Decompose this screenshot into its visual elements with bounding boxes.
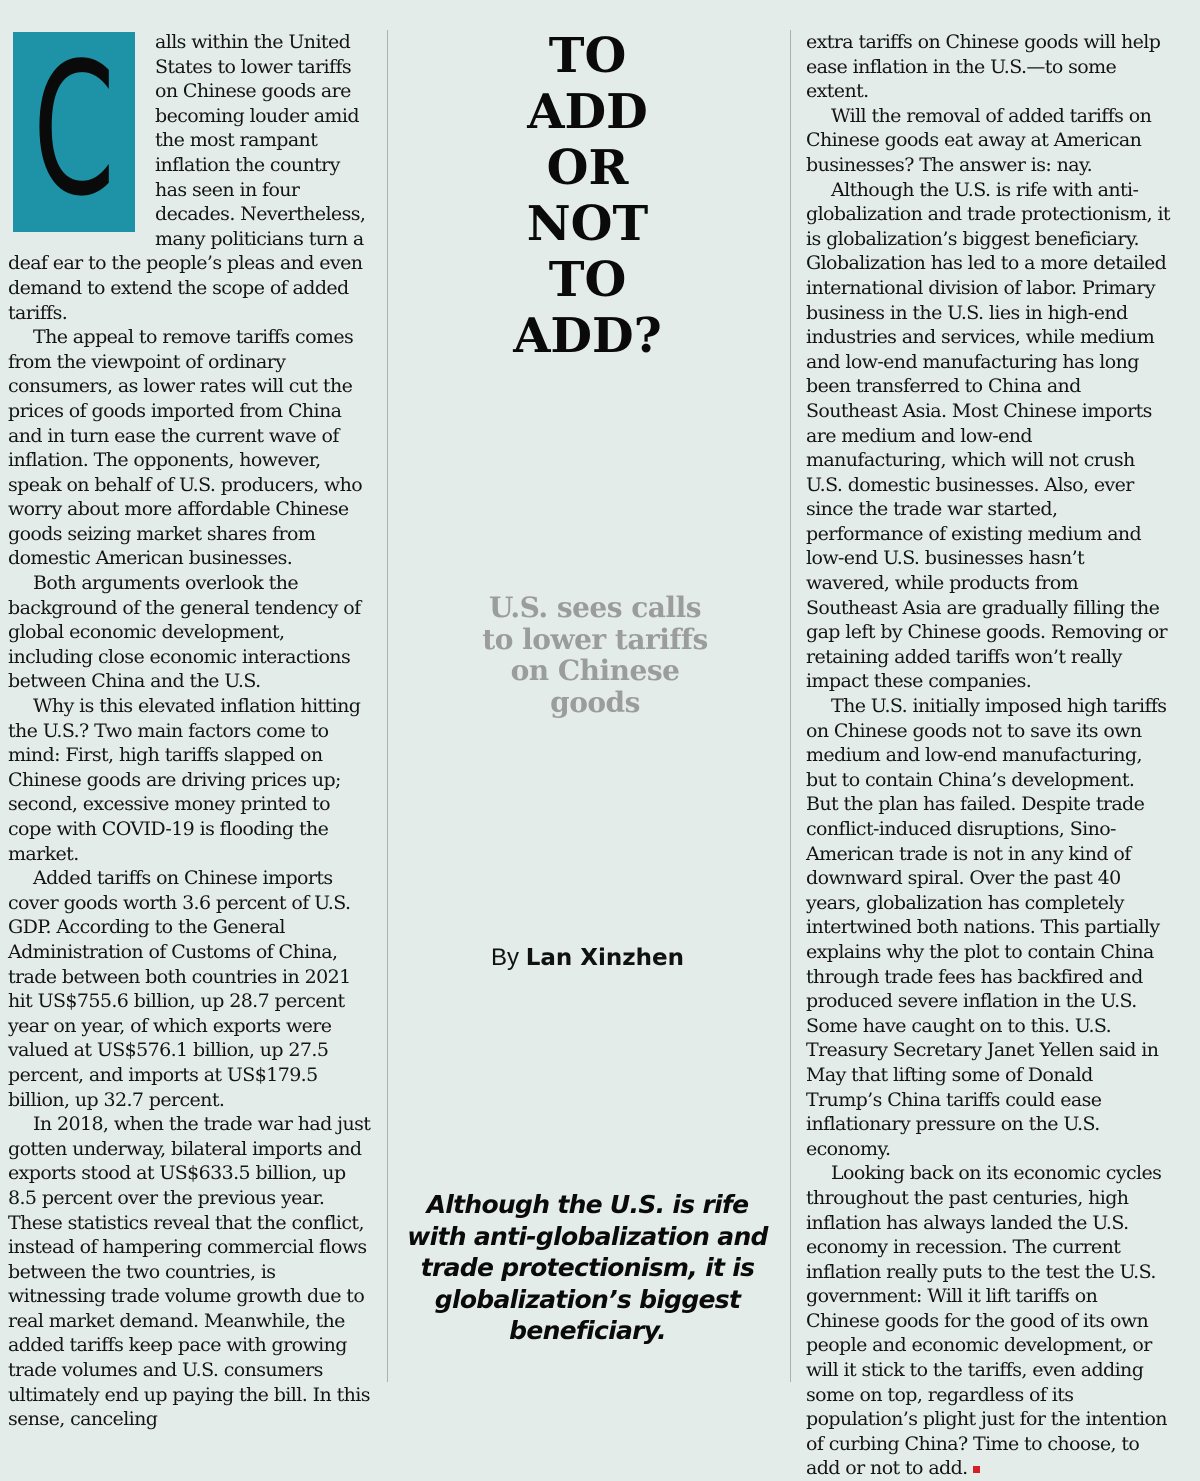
body-paragraph: Why is this elevated inflation hitting the U.S.? Two main factors come to mind: First, high tariffs slapped on Chinese goods are driving prices up; second, excessive money printed to cope with COVID-19 is flooding the market. <box>8 695 361 865</box>
final-paragraph-text: Looking back on its economic cycles throughout the past centuries, high inflation has always landed the U.S. economy in recession. The current inflation really puts to the test the U.S. government: Will it lift tariffs on Chinese goods for the good of its own people and economic development, or will it stick to the tariffs, even adding some on top, regardless of its population’s plight just for the intention of curbing China? Time to choose, to add or not to add. <box>806 1162 1167 1480</box>
headline-line: TO <box>548 252 627 308</box>
headline-line: ADD? <box>513 308 662 364</box>
column-divider-left <box>387 30 388 1382</box>
byline <box>400 944 775 972</box>
headline-line: TO <box>548 28 627 84</box>
headline-line: ADD <box>527 84 648 140</box>
headline <box>400 28 775 364</box>
byline-author: Lan Xinzhen <box>525 945 684 971</box>
column-divider-right <box>790 30 791 1382</box>
body-paragraph: Although the U.S. is rife with anti-globalization and trade protectionism, it is globalization’s biggest beneficiary. Globalization has led to a more detailed international division of labor. Primary business in the U.S. lies in high-end industries and services, while medium and low-end manufacturing has long been transferred to China and Southeast Asia. Most Chinese imports are medium and low-end manufacturing, which will not crush U.S. domestic businesses. Also, ever since the trade war started, performance of existing medium and low-end U.S. businesses hasn’t wavered, while products from Southeast Asia are gradually filling the gap left by Chinese goods. Removing or retaining added tariffs won’t really impact these companies. <box>806 178 1170 693</box>
dropcap <box>13 22 135 237</box>
byline-prefix: By <box>491 944 520 971</box>
body-paragraph: The appeal to remove tariffs comes from the viewpoint of ordinary consumers, as lower rates will cut the prices of goods imported from China and in turn ease the current wave of inflation. The opponents, however, speak on behalf of U.S. producers, who worry about more affordable Chinese goods seizing market shares from domestic American businesses. <box>8 326 363 570</box>
pull-quote: Although the U.S. is rife with anti-globalization and trade protectionism, it is globalization’s biggest beneficiary. <box>407 1190 768 1346</box>
deck-subheadline: U.S. sees calls to lower tariffs on Chinese goods <box>482 591 708 719</box>
headline-line: OR <box>546 140 629 196</box>
body-paragraph: The U.S. initially imposed high tariffs on Chinese goods not to save its own medium and low-end manufacturing, but to contain China’s development. But the plan has failed. Despite trade conflict-induced disruptions, Sino-American trade is not in any kind of downward spiral. Over the past 40 years, globalization has completely intertwined both nations. This partially explains why the plot to contain China through trade fees has backfired and produced severe inflation in the U.S. Some have caught on to this. U.S. Treasury Secretary Janet Yellen said in May that lifting some of Donald Trump’s China tariffs could ease inflationary pressure on the U.S. economy. <box>806 695 1167 1160</box>
body-paragraph: extra tariffs on Chinese goods will help ease inflation in the U.S.—to some extent. <box>806 31 1161 103</box>
body-paragraph-final <box>806 1161 1171 1481</box>
body-paragraph: In 2018, when the trade war had just gotten underway, bilateral imports and exports stood at US$633.5 billion, up 8.5 percent over the previous year. These statistics reveal that the conflict, instead of hampering commercial flows between the two countries, is witnessing trade volume growth due to real market demand. Meanwhile, the added tariffs keep pace with growing trade volumes and U.S. consumers ultimately end up paying the bill. In this sense, canceling <box>8 1113 371 1431</box>
body-paragraph: Added tariffs on Chinese imports cover goods worth 3.6 percent of U.S. GDP. According to the General Administration of Customs of China, trade between both countries in 2021 hit US$755.6 billion, up 28.7 percent year on year, of which exports were valued at US$576.1 billion, up 27.5 percent, and imports at US$179.5 billion, up 32.7 percent. <box>8 867 351 1111</box>
body-paragraph: Will the removal of added tariffs on Chinese goods eat away at American businesses? The answer is: nay. <box>806 104 1152 176</box>
body-paragraph: alls within the United States to lower tariffs on Chinese goods are becoming louder amid the most rampant inflation the country has seen in four decades. Nevertheless, many politicians turn a deaf ear to the people’s pleas and even demand to extend the scope of added tariffs. <box>8 31 366 324</box>
end-mark-icon <box>973 1466 980 1473</box>
article-column-right <box>806 30 1171 1480</box>
dropcap-letter: C <box>32 22 116 237</box>
body-paragraph: Both arguments overlook the background of the general tendency of global economic development, including close economic interactions between China and the U.S. <box>8 572 361 693</box>
article-column-left <box>8 22 373 1431</box>
headline-line: NOT <box>526 196 649 252</box>
